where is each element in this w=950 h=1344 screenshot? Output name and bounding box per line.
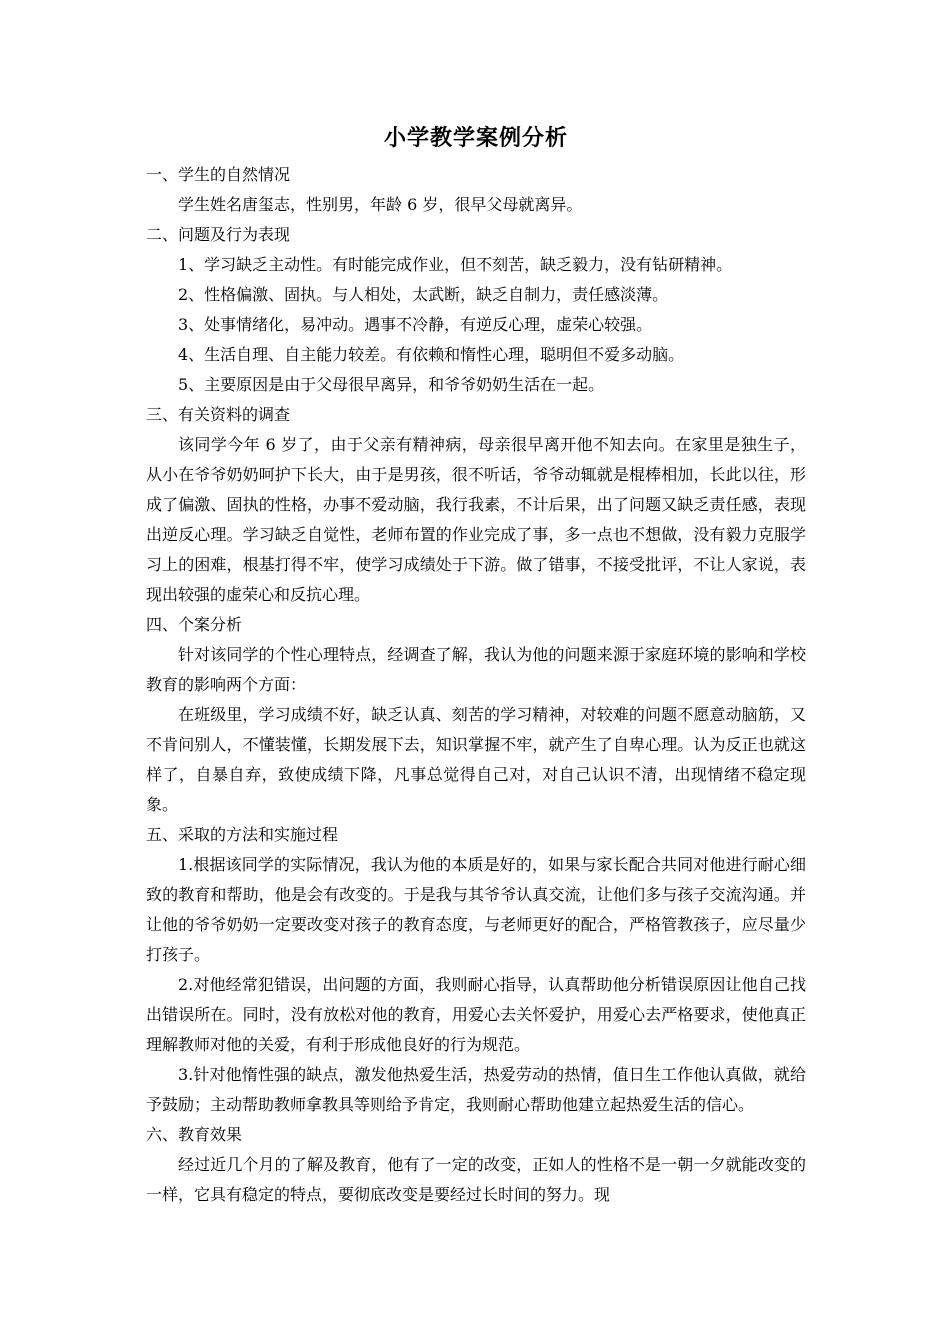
paragraph: 该同学今年 6 岁了，由于父亲有精神病，母亲很早离开他不知去向。在家里是独生子，从小在爷爷奶奶呵护下长大，由于是男孩，很不听话，爷爷动辄就是棍棒相加，长此以往，形成了偏激、固执的性格，办事不爱动脑，我行我素，不计后果，出了问题又缺乏责任感，表现出逆反心理。学习缺乏自觉性，老师布置的作业完成了事，多一点也不想做，没有毅力克服学习上的困难，根基打得不牢，使学习成绩处于下游。做了错事，不接受批评，不让人家说，表现出较强的虚荣心和反抗心理。 [146,435,806,604]
section-heading: 六、教育效果 [146,1125,243,1144]
list-item: 1、学习缺乏主动性。有时能完成作业，但不刻苦，缺乏毅力，没有钻研精神。 [178,255,733,274]
section-5 [146,820,806,1120]
document-title: 小学教学案例分析 [383,125,568,151]
paragraph: 针对该同学的个性心理特点，经调查了解，我认为他的问题来源于家庭环境的影响和学校教育的影响两个方面： [146,645,806,694]
section-6 [146,1120,806,1210]
paragraph: 3.针对他惰性强的缺点，激发他热爱生活，热爱劳动的热情，值日生工作他认真做，就给予鼓励；主动帮助教师拿教具等则给予肯定，我则耐心帮助他建立起热爱生活的信心。 [146,1065,806,1114]
section-2 [146,220,806,400]
section-heading: 二、问题及行为表现 [146,225,291,244]
section-heading: 三、有关资料的调查 [146,405,291,424]
list-item: 2、性格偏激、固执。与人相处，太武断，缺乏自制力，责任感淡薄。 [178,285,669,304]
section-heading: 一、学生的自然情况 [146,165,291,184]
section-1 [146,160,806,220]
paragraph: 1.根据该同学的实际情况，我认为他的本质是好的，如果与家长配合共同对他进行耐心细致的教育和帮助，他是会有改变的。于是我与其爷爷认真交流，让他们多与孩子交流沟通。并让他的爷爷奶奶一定要改变对孩子的教育态度，与老师更好的配合，严格管教孩子，应尽量少打孩子。 [146,855,806,964]
list-item: 4、生活自理、自主能力较差。有依赖和惰性心理，聪明但不爱多动脑。 [178,345,685,364]
paragraph: 学生姓名唐玺志，性别男，年龄 6 岁，很早父母就离异。 [178,195,583,214]
paragraph: 在班级里，学习成绩不好，缺乏认真、刻苦的学习精神，对较难的问题不愿意动脑筋，又不肯问别人，不懂装懂，长期发展下去，知识掌握不牢，就产生了自卑心理。认为反正也就这样了，自暴自弃，致使成绩下降，凡事总觉得自己对，对自己认识不清，出现情绪不稳定现象。 [146,705,806,814]
section-4 [146,610,806,820]
document-page [146,118,806,1210]
section-heading: 五、采取的方法和实施过程 [146,825,339,844]
list-item: 5、主要原因是由于父母很早离异，和爷爷奶奶生活在一起。 [178,375,605,394]
section-3 [146,400,806,610]
section-heading: 四、个案分析 [146,615,243,634]
paragraph: 2.对他经常犯错误，出问题的方面，我则耐心指导，认真帮助他分析错误原因让他自己找出错误所在。同时，没有放松对他的教育，用爱心去关怀爱护，用爱心去严格要求，使他真正理解教师对他的关爱，有利于形成他良好的行为规范。 [146,975,806,1054]
paragraph: 经过近几个月的了解及教育，他有了一定的改变，正如人的性格不是一朝一夕就能改变的一样，它具有稳定的特点，要彻底改变是要经过长时间的努力。现 [146,1155,806,1204]
list-item: 3、处事情绪化，易冲动。遇事不冷静，有逆反心理，虚荣心较强。 [178,315,653,334]
